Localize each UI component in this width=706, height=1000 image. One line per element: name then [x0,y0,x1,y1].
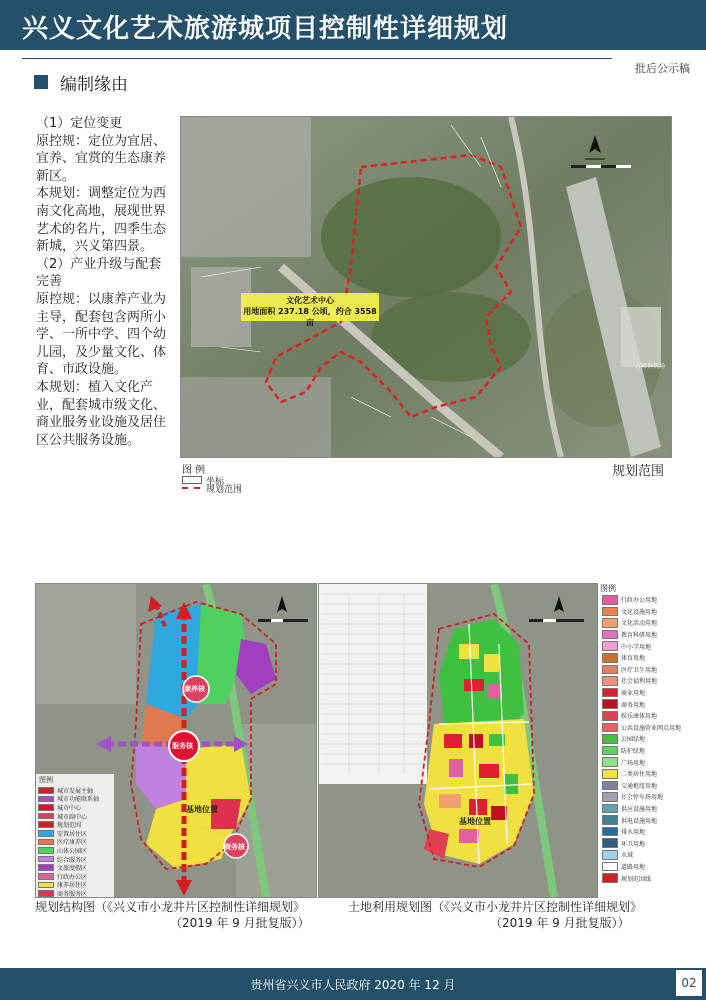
legend-item [600,803,704,815]
planning-structure-map [35,583,317,898]
legend-swatch [602,827,618,837]
page-title: 兴义文化艺术旅游城项目控制性详细规划 [22,14,509,44]
legend-swatch [602,641,618,651]
legend-label: 文旅度假区 [57,865,88,873]
legend-item [600,849,704,861]
legend-item [600,780,704,792]
legend-swatch [602,630,618,640]
legend-label: 体育用地 [621,655,646,663]
body-text [36,115,171,449]
legend-item [600,710,704,722]
legend-label: 商务用地 [621,701,646,709]
legend-swatch [38,890,54,897]
legend-label: 供应设施用地 [621,805,658,813]
land-use-site-label: 基地位置 [459,817,491,826]
legend-item [36,863,114,872]
legend-swatch [602,665,618,675]
legend-item [600,861,704,873]
legend-swatch [602,711,618,721]
paragraph-new-industry: 本规划：植入文化产业，配套城市级文化、商业服务业设施及居住区公共服务设施。 [36,379,167,448]
legend-swatch [602,757,618,767]
legend-item [600,814,704,826]
legend-item [600,745,704,757]
node-label-business-core: 商务核 [224,843,245,851]
legend-swatch [602,676,618,686]
legend-swatch [602,595,618,605]
structure-map-caption-line1: 规划结构图（《兴义市小龙井片区控制性详细规划》 [35,900,306,914]
legend-item [600,652,704,664]
paragraph-industry-heading: （2）产业升级与配套完善 [36,256,162,290]
paragraph-positioning-heading: （1）定位变更 [36,116,123,131]
legend-label: 医疗康养区 [57,839,88,847]
legend-label: 城市副中心 [57,813,88,821]
node-label-wellness-core: 康养核 [184,685,205,693]
legend-label: 山体公园区 [57,847,88,855]
legend-swatch [38,787,54,794]
structure-legend [36,774,114,897]
legend-label: 社会停车场用地 [621,794,664,802]
legend-swatch [602,850,618,860]
legend-swatch [38,882,54,889]
land-use-legend-title: 图例 [600,584,616,593]
legend-swatch [38,813,54,820]
land-use-caption-line2: （2019 年 9 月批复版）） [490,916,630,930]
legend-label: 文化活动用地 [621,620,658,628]
legend-label: 综合服务区 [57,856,88,864]
land-use-legend [600,583,704,883]
land-use-map [318,583,598,898]
legend-label: 城市发展主轴 [57,787,94,795]
legend-label: 康养居住区 [57,882,88,890]
legend-item [36,846,114,855]
boundary-legend-label: 规划范围 [206,485,243,495]
legend-label: 行政办公区 [57,873,88,881]
legend-item [36,881,114,890]
legend-item [600,594,704,606]
legend-label: 道路用地 [621,863,646,871]
legend-item [600,733,704,745]
legend-swatch [38,839,54,846]
node-label-service-core: 服务核 [172,742,193,750]
footer-text: 贵州省兴义市人民政府 2020 年 12 月 [250,978,456,992]
header-bar [0,0,706,50]
legend-swatch [38,847,54,854]
legend-label: 安置居住区 [57,830,88,838]
legend-item [36,829,114,838]
paragraph-new-positioning: 本规划：调整定位为西南文化高地，展现世界艺术的名片，四季生态新城，兴义第四景。 [36,186,167,255]
legend-swatch [38,796,54,803]
legend-label: 防护绿地 [621,748,646,756]
boundary-legend-swatch [182,487,200,489]
legend-swatch [602,804,618,814]
legend-swatch [602,873,618,883]
top-map-caption: 规划范围 [612,464,665,479]
legend-item [600,756,704,768]
legend-item [600,837,704,849]
structure-legend-title: 图例 [39,776,53,784]
coordinate-legend-swatch [182,476,202,484]
legend-item [600,664,704,676]
page-number: 02 [676,970,702,996]
legend-label: 供电设施用地 [621,817,658,825]
legend-swatch [602,699,618,709]
legend-item [600,791,704,803]
legend-label: 交通枢纽用地 [621,782,658,790]
legend-item [600,687,704,699]
legend-label: 商业用地 [621,690,646,698]
legend-swatch [602,769,618,779]
planning-scope-map-graphic [181,117,671,457]
legend-label: 规划范围线 [621,875,652,883]
legend-item [36,820,114,829]
legend-swatch [602,688,618,698]
legend-swatch [602,815,618,825]
legend-item [600,640,704,652]
header-divider [22,58,612,59]
legend-label: 城市功能联系轴 [57,796,100,804]
footer-bar [0,968,706,1000]
legend-label: 社会福利用地 [621,678,658,686]
legend-label: 公共设施营业网点用地 [621,724,682,732]
top-map-legend-title: 图 例 [182,465,206,476]
legend-item [36,872,114,881]
legend-label: 文化设施用地 [621,608,658,616]
legend-label: 教育科研用地 [621,632,658,640]
legend-item [36,838,114,847]
planning-scope-map [180,116,672,458]
legend-label: 城市中心 [57,804,82,812]
legend-item [36,803,114,812]
legend-item [36,786,114,795]
legend-item [600,872,704,884]
draft-label: 批后公示稿 [635,62,690,75]
legend-item [600,826,704,838]
legend-swatch [602,723,618,733]
legend-item [600,722,704,734]
legend-item [600,698,704,710]
structure-map-caption-line2: （2019 年 9 月批复版）） [170,916,310,930]
legend-swatch [602,862,618,872]
legend-swatch [602,653,618,663]
legend-item [600,629,704,641]
legend-label: 规划范围 [57,822,82,830]
legend-label: 中小学用地 [621,643,652,651]
legend-label: 娱乐康体用地 [621,713,658,721]
legend-label: 广场用地 [621,759,646,767]
land-use-caption-line1: 土地利用规划图（《兴义市小龙井片区控制性详细规划》 [348,900,643,914]
legend-label: 行政办公用地 [621,597,658,605]
legend-swatch [602,781,618,791]
legend-item [600,617,704,629]
legend-label: 医疗卫生用地 [621,666,658,674]
legend-swatch [38,873,54,880]
legend-label: 水域 [621,852,634,860]
area-label: 用地面积 237.18 公顷，约合 3558 亩 [243,307,377,327]
legend-label: 环卫用地 [621,840,646,848]
paragraph-original-industry: 原控规：以康养产业为主导，配套包含两所小学、一所中学、四个幼儿园，及少量文化、体育、市政设施。 [36,291,167,378]
legend-swatch [602,607,618,617]
legend-label: 二类居住用地 [621,771,658,779]
coordinate-legend-label: 坐标 [206,477,225,487]
legend-swatch [38,864,54,871]
airport-label: 万峰林机场 [635,363,666,370]
legend-item [36,889,114,898]
legend-item [36,812,114,821]
legend-swatch [602,618,618,628]
node-label-site: 基地位置 [186,805,218,814]
section-marker-icon [34,75,48,89]
legend-swatch [602,734,618,744]
legend-item [36,795,114,804]
section-title: 编制缘由 [60,75,128,95]
legend-swatch [602,792,618,802]
legend-swatch [38,804,54,811]
paragraph-original-positioning: 原控规：定位为宜居、宜养、宜赏的生态康养新区。 [36,133,167,184]
legend-label: 公园绿地 [621,736,646,744]
legend-swatch [38,856,54,863]
legend-swatch [38,821,54,828]
legend-label: 排水用地 [621,829,646,837]
legend-item [600,675,704,687]
legend-swatch [602,838,618,848]
legend-item [36,855,114,864]
legend-item [600,606,704,618]
legend-swatch [602,746,618,756]
legend-swatch [38,830,54,837]
legend-label: 商务服务区 [57,890,88,898]
center-label: 文化艺术中心 [286,296,334,305]
legend-item [600,768,704,780]
land-use-graphic [319,584,597,897]
